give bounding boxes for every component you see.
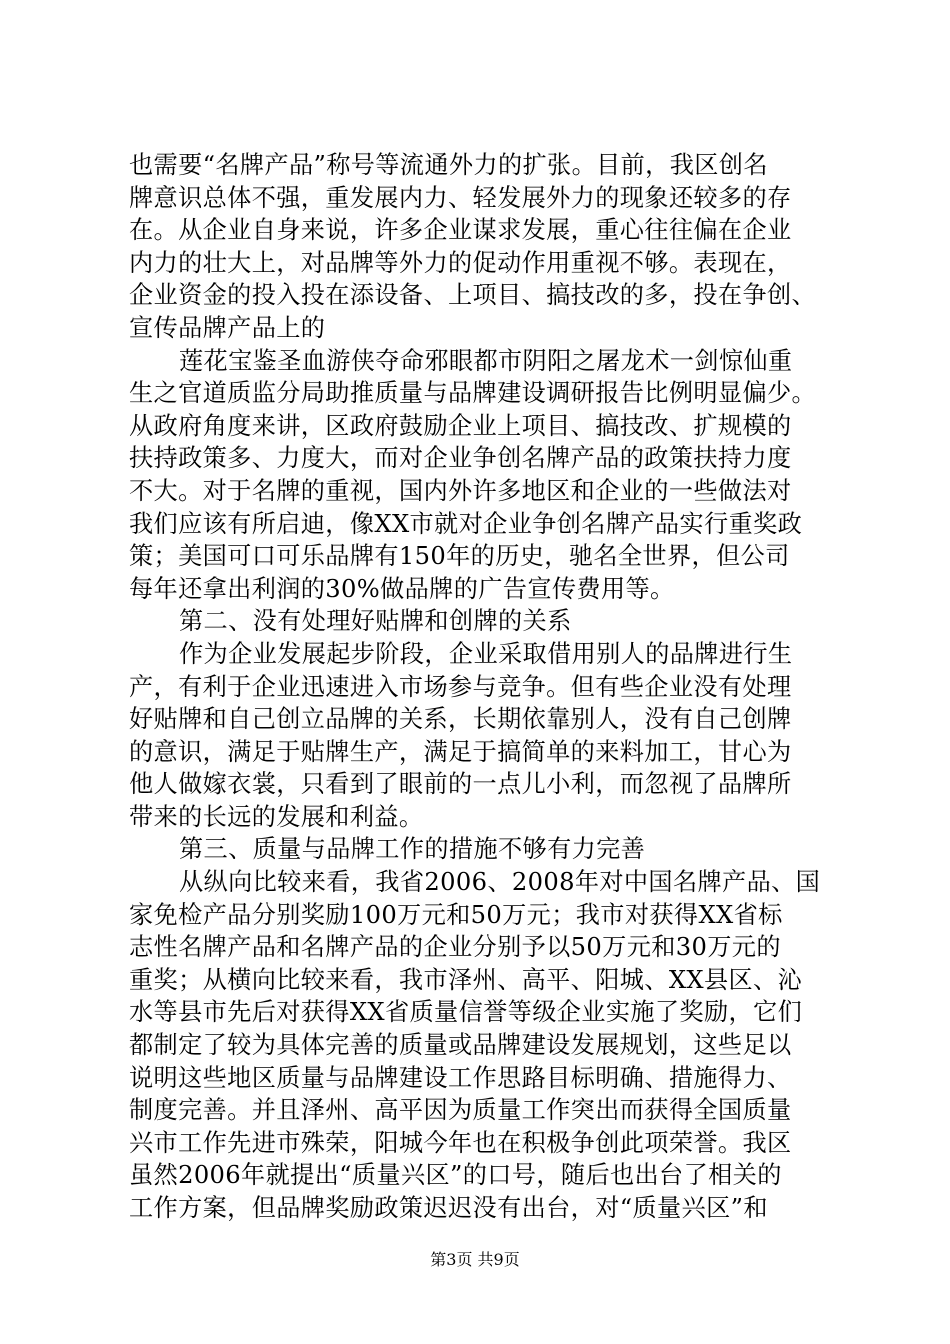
- text-line: 每年还拿出利润的30%做品牌的广告宣传费用等。: [129, 574, 675, 603]
- text-line: 重奖；从横向比较来看，我市泽州、高平、阳城、XX县区、沁: [129, 965, 803, 994]
- text-line: 第三、质量与品牌工作的措施不够有力完善: [179, 835, 646, 864]
- text-line: 扶持政策多、力度大，而对企业争创名牌产品的政策扶持力度: [129, 444, 792, 473]
- text-line: 企业资金的投入投在添设备、上项目、搞技改的多，投在争创、: [129, 281, 817, 310]
- text-line: 的意识，满足于贴牌生产，满足于搞简单的来料加工，甘心为: [129, 737, 792, 766]
- text-line: 带来的长远的发展和利益。: [129, 802, 424, 831]
- text-line: 他人做嫁衣裳，只看到了眼前的一点儿小利，而忽视了品牌所: [129, 770, 792, 799]
- text-line: 也需要“名牌产品”称号等流通外力的扩张。目前，我区创名: [129, 151, 768, 179]
- body-text: [129, 149, 829, 1225]
- text-line: 都制定了较为具体完善的质量或品牌建设发展规划，这些足以: [129, 1031, 792, 1060]
- text-line: 从纵向比较来看，我省2006、2008年对中国名牌产品、国: [179, 868, 821, 897]
- text-line: 牌意识总体不强，重发展内力、轻发展外力的现象还较多的存: [129, 183, 792, 212]
- text-line: 水等县市先后对获得XX省质量信誉等级企业实施了奖励，它们: [129, 998, 803, 1027]
- text-line: 内力的壮大上，对品牌等外力的促动作用重视不够。表现在，: [129, 248, 792, 277]
- text-line: 作为企业发展起步阶段，企业采取借用别人的品牌进行生: [179, 639, 793, 668]
- text-line: 志性名牌产品和名牌产品的企业分别予以50万元和30万元的: [129, 933, 781, 962]
- text-line: 说明这些地区质量与品牌建设工作思路目标明确、措施得力、: [129, 1063, 792, 1092]
- text-line: 不大。对于名牌的重视，国内外许多地区和企业的一些做法对: [129, 476, 792, 505]
- text-line: 制度完善。并且泽州、高平因为质量工作突出而获得全国质量: [129, 1096, 792, 1125]
- text-line: 策；美国可口可乐品牌有150年的历史，驰名全世界，但公司: [129, 542, 790, 571]
- text-line: 家免检产品分别奖励100万元和50万元；我市对获得XX省标: [129, 900, 783, 929]
- text-line: 第二、没有处理好贴牌和创牌的关系: [179, 607, 572, 636]
- text-line: 虽然2006年就提出“质量兴区”的口号，随后也出台了相关的: [129, 1161, 782, 1190]
- text-line: 宣传品牌产品上的: [129, 313, 326, 342]
- text-line: 兴市工作先进市殊荣，阳城今年也在积极争创此项荣誉。我区: [129, 1128, 792, 1157]
- text-line: 我们应该有所启迪，像XX市就对企业争创名牌产品实行重奖政: [129, 509, 803, 538]
- text-line: 好贴牌和自己创立品牌的关系，长期依靠别人，没有自己创牌: [129, 705, 792, 734]
- text-line: 产，有利于企业迅速进入市场参与竞争。但有些企业没有处理: [129, 672, 792, 701]
- text-line: 从政府角度来讲，区政府鼓励企业上项目、搞技改、扩规模的: [129, 411, 792, 440]
- text-line: 生之官道质监分局助推质量与品牌建设调研报告比例明显偏少。: [129, 379, 817, 408]
- page-footer: 第3页 共9页: [430, 1250, 520, 1269]
- text-line: 在。从企业自身来说，许多企业谋求发展，重心往往偏在企业: [129, 216, 792, 245]
- text-line: 工作方案，但品牌奖励政策迟迟没有出台，对“质量兴区”和: [129, 1194, 768, 1222]
- text-line: 莲花宝鉴圣血游侠夺命邪眼都市阴阳之屠龙术一剑惊仙重: [179, 346, 793, 375]
